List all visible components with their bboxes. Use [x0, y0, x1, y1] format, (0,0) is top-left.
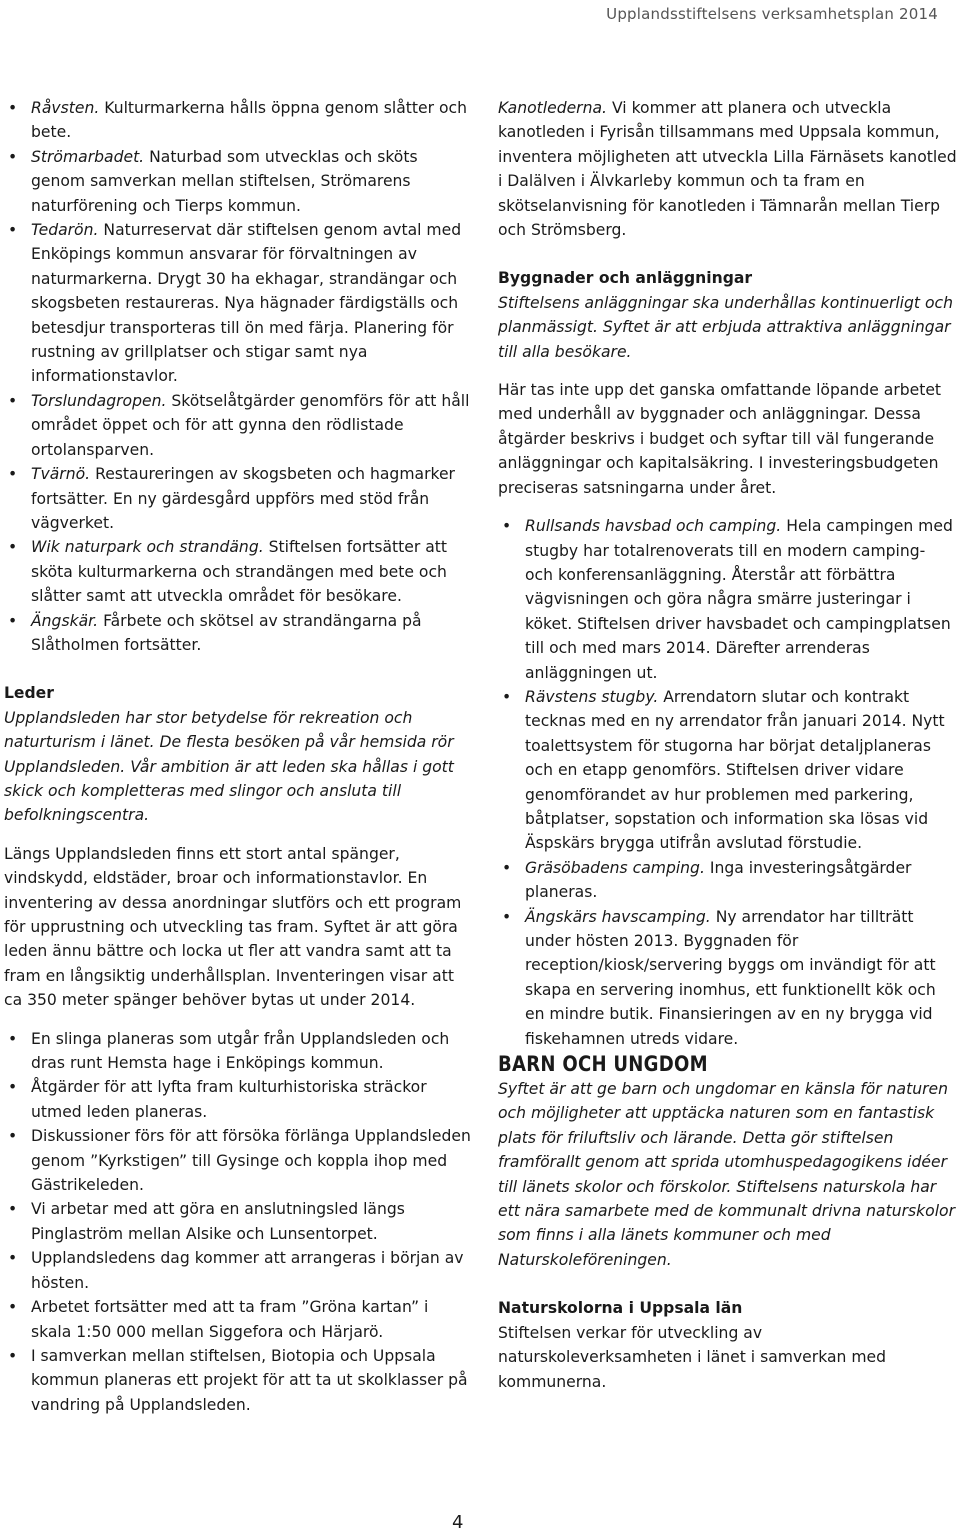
item-name: Ängskär. [31, 611, 99, 630]
item-text: Naturbad som utvecklas och sköts genom samverkan mellan stiftelsen, Strömarens naturförening och Tierps kommun. [31, 147, 418, 215]
list-item [498, 856, 958, 905]
item-name: Torslundagropen. [31, 391, 167, 410]
list-item [4, 389, 472, 462]
section-lead-byggnader: Stiftelsens anläggningar ska underhållas kontinuerligt och planmässigt. Syftet är att erbjuda attraktiva anläggningar till alla besökare. [498, 293, 953, 361]
section-heading-byggnader: Byggnader och anläggningar [498, 269, 753, 288]
facility-list [498, 514, 958, 1051]
item-text: Ny arrendator har tillträtt under hösten 2013. Byggnaden för reception/kiosk/servering byggs om invändigt för att skapa en servering inomhus, ett funktionellt kök och en mindre butik. Finansieringen av en ny brygga vid fiskehamnen utreds vidare. [525, 907, 936, 1048]
list-item: • Diskussioner förs för att försöka förlänga Upplandsleden genom ”Kyrkstigen” till Gysinge och koppla ihop med Gästrikeleden. [4, 1124, 472, 1197]
list-item: • Åtgärder för att lyfta fram kulturhistoriska sträckor utmed leden planeras. [4, 1075, 472, 1124]
section-body-leder: Längs Upplandsleden finns ett stort antal spänger, vindskydd, eldstäder, broar och informationstavlor. En inventering av dessa anordningar slutförs och ett program för upprustning och utveckling tas fram. Syftet är att göra leden ännu bättre och locka ut fler att vandra samt att ta fram en långsiktig underhållsplan. Inventeringen visar att ca 350 meter spänger behöver bytas ut under 2014. [4, 844, 462, 1010]
page-number: 4 [452, 1512, 464, 1533]
list-item [4, 96, 472, 145]
item-text: Restaureringen av skogsbeten och hagmarker fortsätter. En ny gärdesgård uppförs med stöd från vägverket. [31, 465, 455, 532]
item-text: Arrendatorn slutar och kontrakt tecknas med en ny arrendator från januari 2014. Nytt toalettsystem för stugorna har börjat detaljplaneras och en etapp genomförs. Stiftelsen driver vidare genomförandet av hur problemen med parkering, båtplatser, sopstation och information ska lösas vid Äspskärs brygga utifrån avslutad förstudie. [525, 687, 945, 853]
section-body-byggnader: Här tas inte upp det ganska omfattande löpande arbetet med underhåll av byggnader och anläggningar. Dessa åtgärder beskrivs i budget och syftar till väl fungerande anläggningar och kapitalsäkring. I investeringsbudgeten preciseras satsningarna under året. [498, 381, 942, 497]
running-head: Upplandsstiftelsens verksamhetsplan 2014 [606, 5, 938, 23]
list-item: • Vi arbetar med att göra en anslutningsled längs Pinglaström mellan Alsike och Lunsentorpet. [4, 1197, 472, 1246]
list-item [4, 462, 472, 535]
list-item: • Arbetet fortsätter med att ta fram ”Gröna kartan” i skala 1:50 000 mellan Siggefora och Härjarö. [4, 1295, 472, 1344]
section-lead-barn: Syftet är att ge barn och ungdomar en känsla för naturen och möjligheter att upptäcka naturen som en fantastisk plats för friluftsliv och lärande. Detta gör stiftelsen framförallt genom att sprida utomhuspedagogikens idéer till länets skolor och förskolor. Stiftelsens naturskola har ett nära samarbete med de kommunalt drivna naturskolor som finns i alla länets kommuner och med Naturskoleföreningen. [498, 1080, 955, 1269]
section-heading-barn: BARN OCH UNGDOM [498, 1052, 708, 1077]
item-name: Strömarbadet. [31, 147, 145, 166]
list-item [4, 535, 472, 608]
item-text: Kulturmarkerna hålls öppna genom slåtter och bete. [31, 99, 467, 142]
item-name: Råvsten. [31, 99, 100, 117]
list-item: • I samverkan mellan stiftelsen, Biotopia och Uppsala kommun planeras ett projekt för att ta ut skolklasser på vandring på Upplandsleden. [4, 1344, 472, 1417]
section-lead-leder: Upplandsleden har stor betydelse för rekreation och naturturism i länet. De flesta besöken på vår hemsida rör Upplandsleden. Vår ambition är att leden ska hållas i gott skick och kompletteras med slingor och ansluta till befolkningscentra. [4, 708, 454, 825]
item-name: Rullsands havsbad och camping. [525, 517, 782, 536]
section-heading-leder: Leder [4, 684, 54, 703]
item-text: Fårbete och skötsel av strandängarna på Slåtholmen fortsätter. [31, 611, 422, 654]
list-item [4, 145, 472, 218]
item-name: Gräsöbadens camping. [525, 858, 705, 877]
reserve-list [4, 96, 472, 657]
kanot-paragraph [498, 96, 958, 242]
item-name: Ängskärs havscamping. [525, 907, 711, 926]
item-name: Rävstens stugby. [525, 687, 659, 706]
right-column [498, 96, 958, 1394]
list-item [498, 514, 958, 685]
item-name: Kanotlederna. [498, 99, 607, 117]
item-text: Vi kommer att planera och utveckla kanotleden i Fyrisån tillsammans med Uppsala kommun, inventera möjligheten att utveckla Lilla Färnäsets kanotled i Dalälven i Älvkarleby kommun och ta fram en skötselanvisning för kanotleden i Tämnarån mellan Tierp och Strömsberg. [498, 99, 957, 240]
item-name: Tedarön. [31, 221, 99, 240]
list-item: • En slinga planeras som utgår från Upplandsleden och dras runt Hemsta hage i Enköpings kommun. [4, 1027, 472, 1076]
item-text: Skötselåtgärder genomförs för att håll området öppet och för att gynna den rödlistade ortolansparven. [31, 391, 470, 459]
list-item [498, 905, 958, 1051]
item-text: Hela campingen med stugby har totalrenoverats till en modern camping- och konferensanläggning. Återstår att förbättra vägvisningen och göra några smärre justeringar i köket. Stiftelsen driver havsbadet och campingplatsen till och med mars 2014. Därefter arrenderas anläggningen ut. [525, 517, 953, 682]
item-text: Stiftelsen fortsätter att sköta kulturmarkerna och strandängen med bete och slåtter samt att utveckla området för besökare. [31, 538, 448, 606]
section-body-naturskolor: Stiftelsen verkar för utveckling av naturskoleverksamheten i länet i samverkan med kommunerna. [498, 1323, 887, 1391]
list-item [4, 609, 472, 658]
section-heading-naturskolor: Naturskolorna i Uppsala län [498, 1299, 743, 1318]
list-item: • Upplandsledens dag kommer att arrangeras i början av hösten. [4, 1246, 472, 1295]
left-column [4, 96, 472, 1417]
item-name: Wik naturpark och strandäng. [31, 538, 264, 557]
list-item [498, 685, 958, 856]
item-text: Inga investeringsåtgärder planeras. [525, 858, 912, 902]
item-text: Naturreservat där stiftelsen genom avtal med Enköpings kommun ansvarar för förvaltningen av naturmarkerna. Drygt 30 ha ekhagar, strandängar och skogsbeten restaureras. Nya hägnader färdigställs och betesdjur transporteras till ön med färja. Planering för rustning av grillplatser och stigar samt nya informationstavlor. [31, 221, 462, 386]
leder-list [4, 1027, 472, 1418]
list-item [4, 218, 472, 389]
item-name: Tvärnö. [31, 465, 91, 484]
